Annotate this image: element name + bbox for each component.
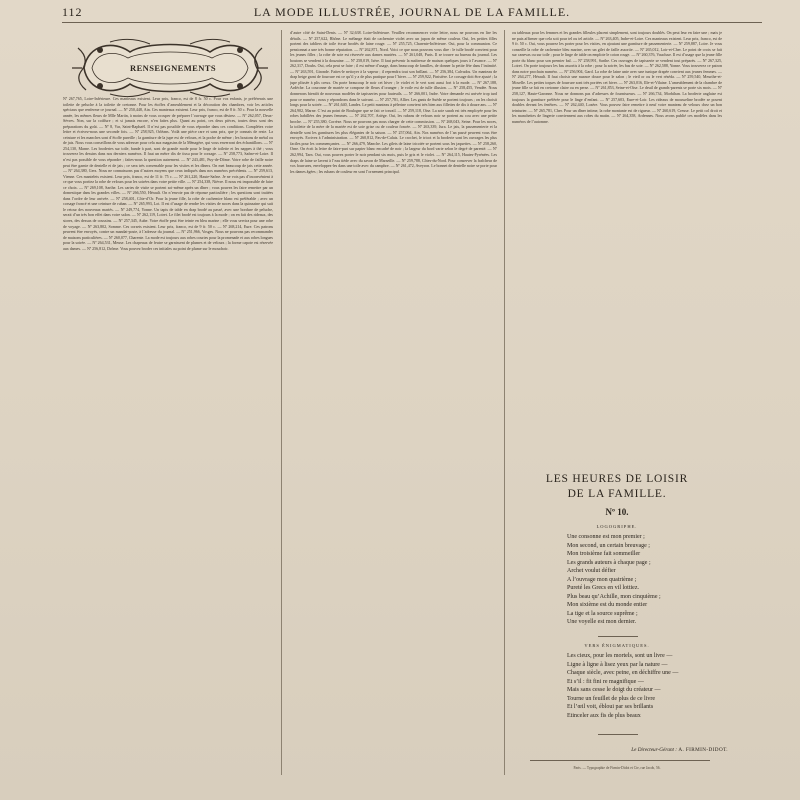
logogriphe-verses <box>567 533 737 627</box>
verse-line: Plus beau qu’Achille, mon cinquième ; <box>567 593 661 600</box>
verse-line: Chaque siècle, avec peine, en déchiffre une — <box>567 670 679 676</box>
verse-line: La tige et la source suprême ; <box>567 610 638 617</box>
verse-line: Archet voulut défier <box>567 568 616 574</box>
column-rule <box>504 30 505 775</box>
verse-line: Mon troisième fait sommeiller <box>567 551 641 557</box>
answers-text: Nº 267,765, Loire-Inférieure. Ces manteaux existent. Leur prix, franco, est de 8 fr. 50 c. Pour vos enfants, je préférerais une toilette de peluche à la toilette de cretonne. Pour les étoffes d’ameublement et la décoration des chambres, voir les articles spéciaux que renferme ce journal. — Nº 250,448, Ain. Ces manteaux existent. Leur prix, franco, est de 8 fr. 50 c. Pour la nouvelle année, les mêmes fleurs de Mlle Martin, à moins de vous occuper de préparer l’ouvrage que vous désirez. — Nº 262,057, Deux-Sèvres. Non, sur la coiffure ; et si jamais encore, n’en faites plus. Quant au point, ces deux pièces, toutes deux sont des préparations du goût. — Nº 8, Var, Saint-Raphaël. Il n’est pas possible de vous répondre dans ces conditions. Complétez votre lettre et écrivez-nous une seconde fois. — Nº 258,925, Orléans. Voilà une pièce rare et sans prix, que je connais de reste. La ceinture et les manches sont d’étoffe pareille ; la garniture de la jupe est de velours, et la poche de même ; les boutons de métal ou de jais. Nous vous conseillons de vous adresser pour cela aux magasins de la Ménagère, qui vous enverront des échantillons. — Nº 254,130, Marne. Les broderies sur toile, bande à part, sont de grande mode pour le linge de toilette et les nappes à thé ; vous trouverez les dessins dans nos derniers numéros. Il faut un mètre dix de tissu pour le corsage. — Nº 258,773, Saône-et-Loire. Il n’est pas possible de vous répondre ; faites-nous la question autrement. — Nº 243,481, Puy-de-Dôme. Votre robe de faille noire peut être garnie de dentelle et de jais ; ce sera très convenable pour les visites et les dîners. On met beaucoup de jais cette année. — Nº 264,380, Gers. Nous ne connaissons pas d’autres moyens que ceux indiqués dans nos numéros précédents. — Nº 259,613, Vienne. Ces mantelets existent. Leur prix, franco, est de 11 fr. 75 c. — Nº 261,220, Haute-Saône. Je ne vois pas d’inconvénient à ce que vous portiez la robe de velours pour les soirées dans votre petite ville. — Nº 254,338, Nièvre. Il nous est impossible de faire ce choix. — Nº 269,108, Sarthe. Les cartes de visite se portent soi-même après un dîner ; vous pouvez les faire remettre par un domestique dans les grandes villes. — Nº 266,550, Hérault. On n’envoie pas de réponse particulière ; les questions sont traitées dans l’ordre de leur arrivée. — Nº 258,401, Côte-d’Or. Pour la jeune fille, la robe de cachemire blanc est préférable ; avec un corsage froncé et une ceinture de ruban. — Nº 265,993, Lot. Il est d’usage de rendre les visites de noces dans la quinzaine qui suit le retour des nouveaux mariés. — Nº 249,774, Yonne. Un tapis de table en drap brodé au passé, avec une bordure de peluche, serait d’un très bon effet dans votre salon. — Nº 262,119, Loiret. Le filet brodé est toujours à la mode ; on en fait des rideaux, des stores, des dessus de coussins. — Nº 257,345, Aube. Votre étoffe peut être teinte en bleu marine ; elle vous servira pour une robe de voyage. — Nº 263,802, Somme. Ces corsets existent. Leur prix, franco, est de 9 fr. 50 c. — Nº 268,214, Eure. Ces patrons peuvent être envoyés, contre un mandat-poste, à l’adresse du journal. — Nº 251,966, Vosges. Nous ne pouvons pas recommander de maisons particulières. — Nº 260,077, Charente. La mode est toujours aux robes courtes pour la promenade et aux robes longues pour la soirée. — Nº 264,531, Meuse. Les chapeaux de feutre se garnissent de plumes et de velours ; la forme capote est réservée aux dames. — Nº 256,812, Drôme. Vous pouvez broder ces initiales au point de plume sur le mouchoir. <box>63 96 273 251</box>
verse-line: Etinceler aux fis de plus beaux <box>567 712 641 719</box>
answers-column-3 <box>512 30 722 442</box>
leisure-title-line-2: DE LA FAMILLE. <box>567 488 667 500</box>
renseignements-heading: RENSEIGNEMENTS <box>130 63 216 73</box>
verse-line: Les grands auteurs à chaque page ; <box>567 559 651 566</box>
imprint: Paris. — Typographie de Firmin-Didot et Cie, rue Jacob, 56. <box>573 766 661 770</box>
enigmatic-verses <box>567 652 737 720</box>
verse-line: Ligne à ligne à lisez yeux par la nature — <box>567 661 668 668</box>
column-rule <box>281 30 282 775</box>
page-number: 112 <box>62 5 83 19</box>
signature-prefix: Le Directeur-Gérant : <box>631 747 678 753</box>
running-title: LA MODE ILLUSTRÉE, JOURNAL DE LA FAMILLE. <box>253 5 571 19</box>
logogriphe-heading: LOGOGRIPHE. <box>596 524 638 529</box>
verse-line: Et l’œil voit, ébloui par ses brillants <box>567 704 654 710</box>
verses-heading: VERS ÉNIGMATIQUES. <box>584 643 650 648</box>
verse-line: Pureté les Grecs en vil lottiez. <box>567 585 639 591</box>
verse-line: A l’ouvrage mon quatrième ; <box>567 576 637 583</box>
answers-text: d’autre côté de Saint-Denis. — Nº 32,638. Loire-Inférieure. Veuillez recommencer votre lettre, nous ne pouvons en lire les détails. — Nº 257,622, Rhône. Le mélange était de cachemire violet avec un jupon de même couleur. Oui, les petites filles portent des tabliers de toile écrue brodés de laine rouge. — Nº 255,725, Charente-Inférieure. Oui, pour la communion. Ce pensionnat a une très bonne réputation. — Nº 262,871, Nord. Voici ce que nous pouvons vous dire : le tulle brodé convient pour les jeunes filles ; la robe de soie est réservée aux dames mariées. — Nº 261,048, Paris. Il se trouve au bureau du journal. Les boutons se vendent à la douzaine. — Nº 258,019, Isère. Il faut prévenir la maîtresse de maison quelques jours à l’avance. — Nº 262,317, Doubs. Oui, cela peut se faire ; il est même d’usage, dans beaucoup de familles, de donner la petite fête dans l’intimité. — Nº 263,591, Gironde. Faites-le nettoyer à la vapeur ; il reprendra tout son brillant. — Nº 256,384, Calvados. Un manteau de drap beige garni de fourrure est ce qu’il y a de plus pratique pour l’hiver. — Nº 259,922, Finistère. Le corsage doit être ajusté ; la jupe plissée à plis creux. On porte beaucoup le noir cet hiver ; le violet et le vert sont aussi fort à la mode. — Nº 267,188, Ardèche. La couronne de mariée se compose de fleurs d’oranger ; le voile est de tulle illusion. — Nº 258,455, Vendée. Nous donnerons bientôt de nouveaux modèles de tapisseries pour fauteuils. — Nº 266,001, Indre. Votre demande est arrivée trop tard pour ce numéro ; nous y répondrons dans le suivant. — Nº 257,781, Allier. Les gants de Suède se portent toujours ; on les choisit longs pour la soirée. — Nº 261,640, Landes. Le petit manteau à pèlerine convient très bien aux fillettes de dix à douze ans. — Nº 264,902, Marne. C’est au point de Boulogne que se fait ce travail. — Nº 259,118, Oise. La soie surah est très employée pour les robes habillées des jeunes femmes. — Nº 262,707, Ariège. Oui, les rubans de velours noir se portent au cou avec une petite broche. — Nº 255,380, Corrèze. Nous ne pouvons pas nous charger de cette commission. — Nº 268,043, Seine. Pour les noces, la toilette de la mère de la mariée est de soie grise ou de couleur foncée. — Nº 263,339, Jura. Le jais, la passementerie et la dentelle sont les garnitures les plus élégantes de la saison. — Nº 257,064, Ain. Nos numéros de l’an passé peuvent vous être envoyés. Ecrivez à l’administration. — Nº 260,812, Pas-de-Calais. Le crochet, le tricot et la broderie sont les ouvrages les plus faciles pour les commençantes. — Nº 266,479, Manche. Les gilets de laine tricotée se portent sous les jaquettes. — Nº 258,260, Orne. On écrit la lettre de faire-part sur papier blanc encadré de noir ; la largeur du bord varie selon le degré de parenté. — Nº 262,994, Tarn. Oui, vous pouvez porter le noir pendant six mois, puis le gris et le violet. — Nº 264,115, Hautes-Pyrénées. Les draps de laine se lavent à l’eau tiède avec du savon de Marseille. — Nº 259,788, Côtes-du-Nord. Pour conserver la fraîcheur de vos fourrures, enveloppez-les dans une toile avec du camphre. — Nº 261,472, Aveyron. Le bonnet de dentelle noire se porte pour les dames âgées ; les rubans de couleur en sont l’ornement principal. <box>290 30 497 174</box>
verse-line: Une voyelle est mon dernier. <box>567 619 637 625</box>
verse-line: Les cieux, pour les mortels, sont un livre — <box>567 653 673 659</box>
verse-line: Mon second, un certain breuvage ; <box>567 542 650 549</box>
verse-line: Et s’il : fit fini re magnifique — <box>567 678 644 685</box>
imprint-rule <box>530 760 710 761</box>
answers-column-2 <box>290 30 497 775</box>
answers-column-1 <box>63 30 273 775</box>
verse-line: Une consonne est mon premier ; <box>567 534 645 540</box>
section-divider <box>598 734 638 735</box>
section-divider <box>598 636 638 637</box>
verse-line: Mais sans cesse le doigt du créateur — <box>567 687 661 693</box>
page-header <box>62 4 762 23</box>
leisure-number: Nº 10. <box>605 507 629 517</box>
leisure-title-line-1: LES HEURES DE LOISIR <box>545 473 689 485</box>
verse-line: Tourne un feuillet de plus de ce livre <box>567 695 656 702</box>
signature-name: A. FIRMIN-DIDOT. <box>678 747 728 753</box>
verse-line: Mon sixième est du monde entier <box>567 602 648 608</box>
answers-text: ou tableaux pour les femmes et les grandes filleules placent simplement, sont toujours doublés. On peut leur en faire une ; mais je ne puis affirmer que cela soit pour tel ou tel article. — Nº 263,405, Indre-et-Loire. Ces manteaux existent. Leur prix, franco, est de 9 fr. 50 c. Oui, vous pourrez les porter pour les visites, en ajoutant une garniture de passementerie. — Nº 259,887, Loire. Je vous conseille la robe de cachemire bleu marine, avec un gilet de faille assortie. — Nº 265,012, Loir-et-Cher. Le point de croix se fait sur canevas ou sur toile ; pour le linge de table on emploie le coton rouge. — Nº 260,376, Vaucluse. Il est d’usage que la jeune fille porte du blanc pour son premier bal. — Nº 258,991, Sarthe. Ces ouvrages de tapisserie se vendent tout préparés. — Nº 267,325, Loiret. On porte toujours les bas assortis à la robe ; pour la soirée, les bas de soie. — Nº 262,588, Yonne. Vous trouverez ce patron dans notre prochain numéro. — Nº 256,904, Gard. La robe de laine unie avec une tunique drapée convient aux jeunes femmes. — Nº 264,277, Hérault. Il faut choisir une nuance douce pour le salon ; le vieil or ou le vert réséda. — Nº 259,540, Meurthe-et-Moselle. Les petites toques de fourrure sont très portées cet hiver. — Nº 263,016, Ille-et-Vilaine. L’ameublement de la chambre de jeune fille se fait en cretonne claire ou en perse. — Nº 261,853, Seine-et-Oise. Le deuil de grands-parents se porte six mois. — Nº 258,127, Haute-Garonne. Nous ne donnons pas d’adresses de fournisseurs. — Nº 266,734, Morbihan. La broderie anglaise est toujours la garniture préférée pour le linge d’enfant. — Nº 257,603, Eure-et-Loir. Les rideaux de mousseline brodée se posent doubles devant les fenêtres. — Nº 262,440, Lozère. Vous pouvez faire remettre à neuf votre manteau de velours chez un bon teinturier. — Nº 265,781, Cher. Pour un dîner intime, la robe montante est de rigueur. — Nº 260,619, Creuse. Le petit col droit et les manchettes de lingerie conviennent aux robes du matin. — Nº 264,358, Ardennes. Nous avons publié ces modèles dans les numéros de l’automne. <box>512 30 722 124</box>
signature <box>568 747 728 753</box>
leisure-section-title <box>512 472 722 502</box>
